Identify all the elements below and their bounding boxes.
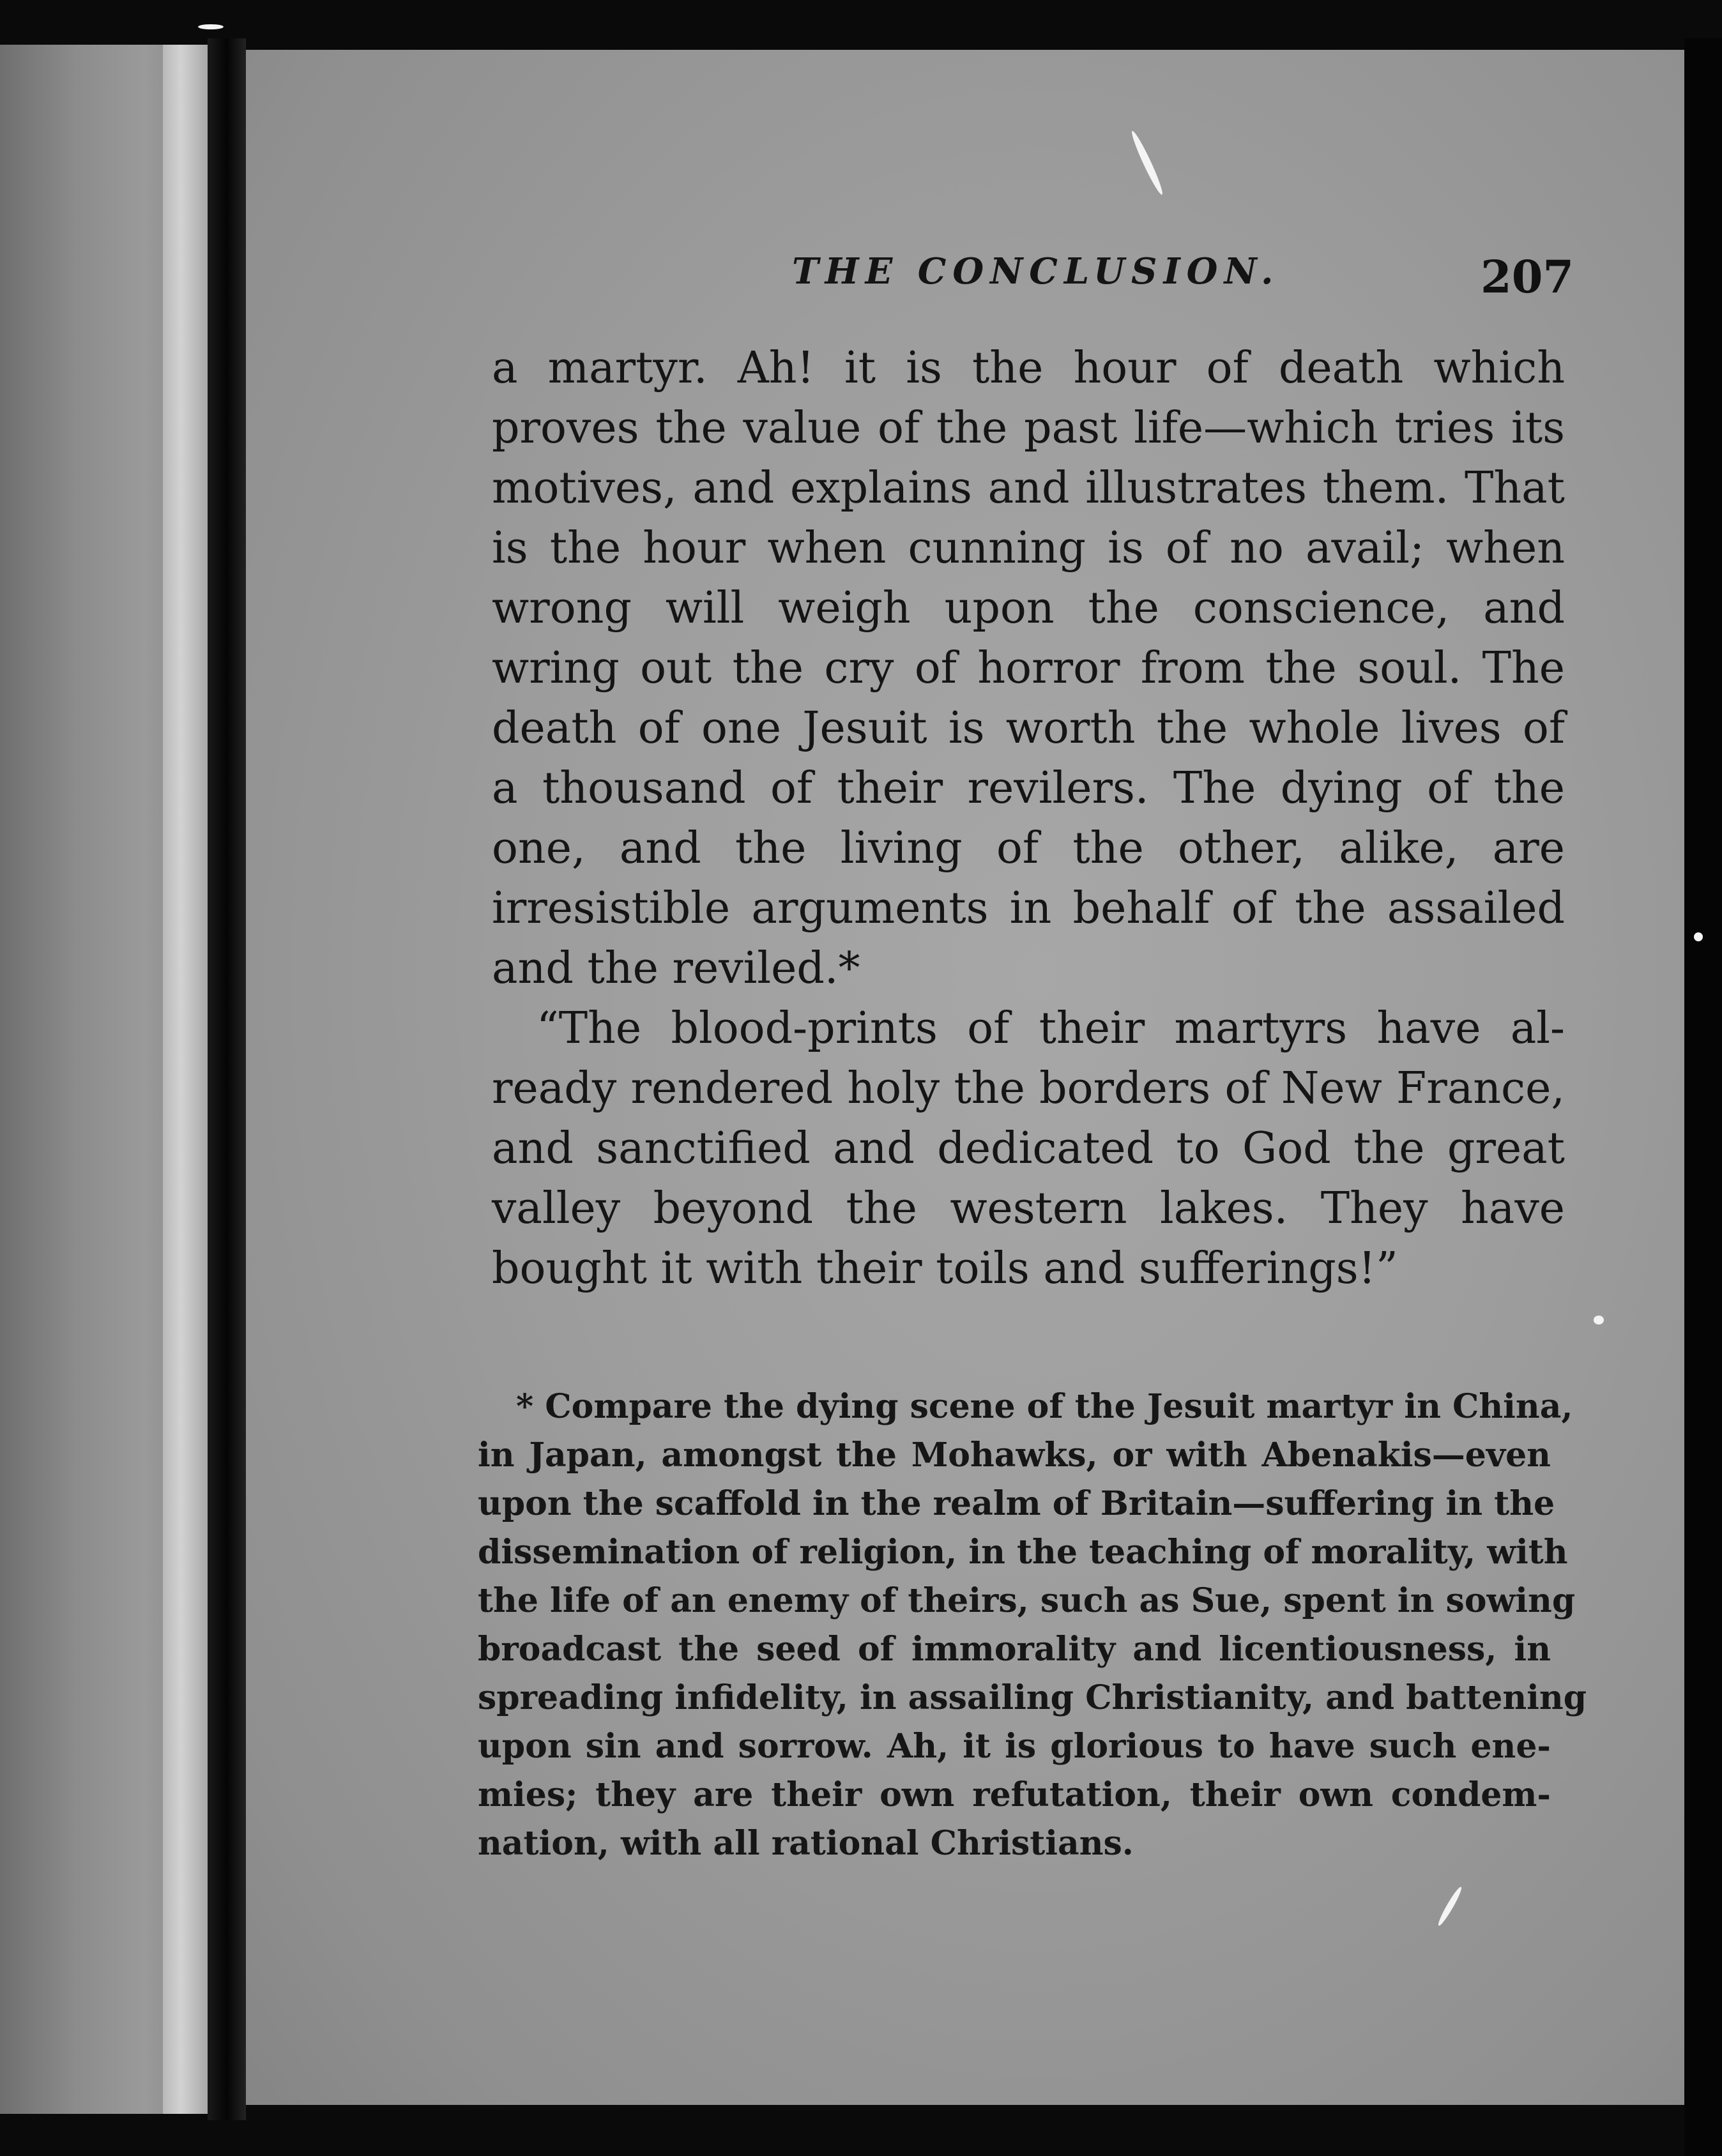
body-line: and the reviled.* xyxy=(492,943,860,994)
body-line: death of one Jesuit is worth the whole lives of xyxy=(492,703,1565,754)
spine-shadow xyxy=(208,38,246,2120)
footnote-line: upon sin and sorrow. Ah, it is glorious to have such ene- xyxy=(478,1727,1551,1766)
body-line: proves the value of the past life—which tries its xyxy=(492,403,1565,453)
footnote-line: the life of an enemy of theirs, such as Sue, spent in sowing xyxy=(478,1581,1576,1620)
footnote-line: in Japan, amongst the Mohawks, or with Abenakis—even xyxy=(478,1436,1551,1475)
body-line: “The blood-prints of their martyrs have al- xyxy=(537,1003,1565,1054)
body-line: is the hour when cunning is of no avail; when xyxy=(492,523,1565,573)
body-line: ready rendered holy the borders of New France, xyxy=(492,1063,1565,1114)
paper-speck xyxy=(1694,932,1703,941)
footnote-line: mies; they are their own refutation, their own condem- xyxy=(478,1775,1551,1814)
footnote-line: nation, with all rational Christians. xyxy=(478,1824,1134,1863)
gutter-strip xyxy=(163,45,208,2114)
body-text xyxy=(492,338,1565,1299)
footnote-line: upon the scaffold in the realm of Britain—suffering in the xyxy=(478,1484,1555,1523)
body-line: bought it with their toils and sufferings!” xyxy=(492,1243,1398,1294)
footnote-line: dissemination of religion, in the teaching of morality, with xyxy=(478,1533,1568,1572)
body-line: one, and the living of the other, alike, are xyxy=(492,823,1565,874)
running-head: THE CONCLUSION. xyxy=(792,250,1280,292)
body-line: irresistible arguments in behalf of the assailed xyxy=(492,883,1565,934)
paper-speck xyxy=(1594,1316,1604,1325)
body-line: motives, and explains and illustrates them. That xyxy=(492,463,1565,513)
page-edge-right xyxy=(1684,38,1722,2156)
body-line: wring out the cry of horror from the soul. The xyxy=(492,643,1565,694)
body-line: a martyr. Ah! it is the hour of death which xyxy=(492,343,1565,393)
body-line: valley beyond the western lakes. They have xyxy=(492,1183,1565,1234)
body-line: and sanctified and dedicated to God the great xyxy=(492,1123,1565,1174)
paper-speck xyxy=(198,24,224,29)
footnote xyxy=(478,1383,1587,1868)
footnote-line: spreading infidelity, in assailing Christianity, and battening xyxy=(478,1678,1587,1717)
page-number: 207 xyxy=(1481,250,1574,303)
footnote-line: broadcast the seed of immorality and licentiousness, in xyxy=(478,1630,1551,1669)
body-line: wrong will weigh upon the conscience, and xyxy=(492,583,1565,634)
body-line: a thousand of their revilers. The dying of the xyxy=(492,763,1565,814)
footnote-line: * Compare the dying scene of the Jesuit martyr in China, xyxy=(516,1387,1573,1426)
